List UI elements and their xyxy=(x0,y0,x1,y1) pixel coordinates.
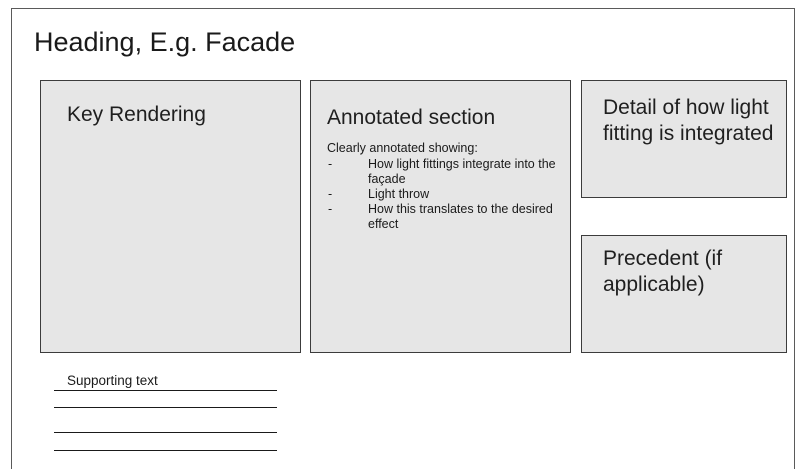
bullet-dash: - xyxy=(328,187,333,201)
supporting-text-label: Supporting text xyxy=(67,373,158,388)
annotated-bullet-item xyxy=(327,157,562,187)
annotated-section-box xyxy=(310,80,571,353)
key-rendering-title: Key Rendering xyxy=(67,103,206,126)
supporting-text-line xyxy=(54,407,277,408)
bullet-text: How this translates to the desired effect xyxy=(368,202,553,231)
supporting-text-line xyxy=(54,450,277,451)
detail-box xyxy=(581,80,787,198)
bullet-dash: - xyxy=(328,157,333,171)
supporting-text-line xyxy=(54,432,277,433)
bullet-text: Light throw xyxy=(368,187,430,201)
detail-title: Detail of how light fitting is integrated xyxy=(603,96,774,145)
page-frame xyxy=(11,8,795,469)
supporting-text-line xyxy=(54,390,277,391)
precedent-title: Precedent (if applicable) xyxy=(603,247,723,296)
annotated-section-title: Annotated section xyxy=(327,106,496,129)
bullet-dash: - xyxy=(328,202,333,216)
precedent-box xyxy=(581,235,787,353)
page-heading: Heading, E.g. Facade xyxy=(34,27,296,57)
annotated-bullet-item xyxy=(327,187,562,202)
annotated-bullet-list xyxy=(327,157,562,232)
bullet-text: How light fittings integrate into the façade xyxy=(368,157,556,186)
annotated-bullet-item xyxy=(327,202,562,232)
annotated-intro-text: Clearly annotated showing: xyxy=(327,141,478,155)
key-rendering-box xyxy=(40,80,301,353)
